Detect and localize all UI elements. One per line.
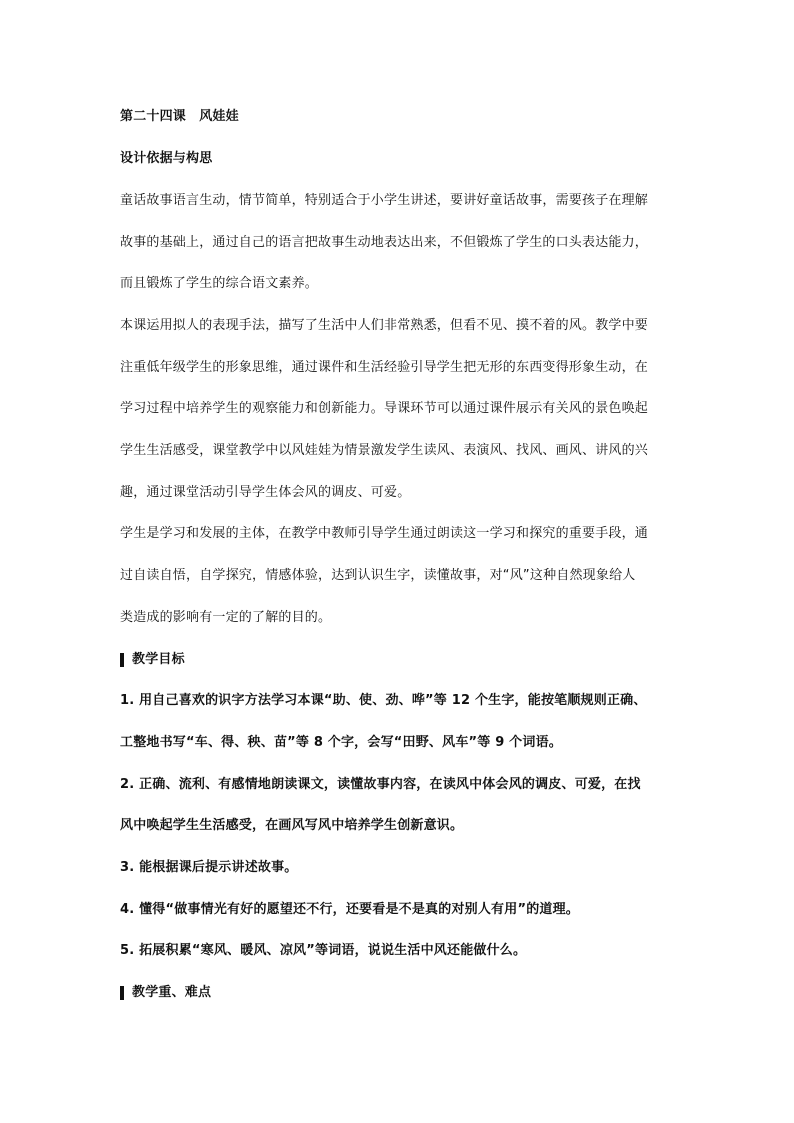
design-paragraph2-line3: 学习过程中培养学生的观察能力和创新能力。导课环节可以通过课件展示有关风的景色唤起 xyxy=(120,401,649,416)
objective-item2-line1: 2. 正确、流利、有感情地朗读课文，读懂故事内容，在读风中体会风的调皮、可爱，在找 xyxy=(120,777,641,792)
design-paragraph1-line2: 故事的基础上，通过自己的语言把故事生动地表达出来，不但锻炼了学生的口头表达能力， xyxy=(120,235,649,250)
objectives-heading xyxy=(120,651,185,669)
design-paragraph3-line3: 类造成的影响有一定的了解的目的。 xyxy=(120,610,332,625)
heading-marker-icon xyxy=(120,986,124,1000)
objectives-heading-text: 教学目标 xyxy=(132,652,185,667)
objective-item3: 3. 能根据课后提示讲述故事。 xyxy=(120,860,298,875)
design-paragraph2-line1: 本课运用拟人的表现手法，描写了生活中人们非常熟悉，但看不见、摸不着的风。教学中要 xyxy=(120,318,649,333)
key-points-heading xyxy=(120,984,211,1002)
key-points-heading-text: 教学重、难点 xyxy=(132,985,212,1000)
design-paragraph1-line1: 童话故事语言生动，情节简单，特别适合于小学生讲述，要讲好童话故事，需要孩子在理解 xyxy=(120,193,649,208)
lesson-title: 第二十四课 风娃娃 xyxy=(120,109,239,124)
design-paragraph3-line1: 学生是学习和发展的主体，在教学中教师引导学生通过朗读这一学习和探究的重要手段，通 xyxy=(120,526,649,541)
objective-item1-line1: 1. 用自己喜欢的识字方法学习本课“助、使、劲、哗”等 12 个生字，能按笔顺规则正确、 xyxy=(120,693,647,708)
heading-marker-icon xyxy=(120,653,124,667)
objective-item2-line2: 风中唤起学生生活感受，在画风写风中培养学生创新意识。 xyxy=(120,818,464,833)
objective-item5: 5. 拓展积累“寒风、暖风、凉风”等词语，说说生活中风还能做什么。 xyxy=(120,943,527,958)
design-paragraph2-line2: 注重低年级学生的形象思维，通过课件和生活经验引导学生把无形的东西变得形象生动，在 xyxy=(120,360,649,375)
design-paragraph2-line5: 趣，通过课堂活动引导学生体会风的调皮、可爱。 xyxy=(120,485,411,500)
objective-item1-line2: 工整地书写“车、得、秧、苗”等 8 个字，会写“田野、风车”等 9 个词语。 xyxy=(120,735,562,750)
design-paragraph3-line2: 过自读自悟，自学探究，情感体验，达到认识生字，读懂故事，对“风”这种自然现象给人 xyxy=(120,568,636,583)
objective-item4: 4. 懂得“做事情光有好的愿望还不行，还要看是不是真的对别人有用”的道理。 xyxy=(120,902,579,917)
design-paragraph1-line3: 而且锻炼了学生的综合语文素养。 xyxy=(120,276,319,291)
design-paragraph2-line4: 学生生活感受，课堂教学中以风娃娃为情景激发学生读风、表演风、找风、画风、讲风的兴 xyxy=(120,443,649,458)
design-heading: 设计依据与构思 xyxy=(120,151,213,166)
